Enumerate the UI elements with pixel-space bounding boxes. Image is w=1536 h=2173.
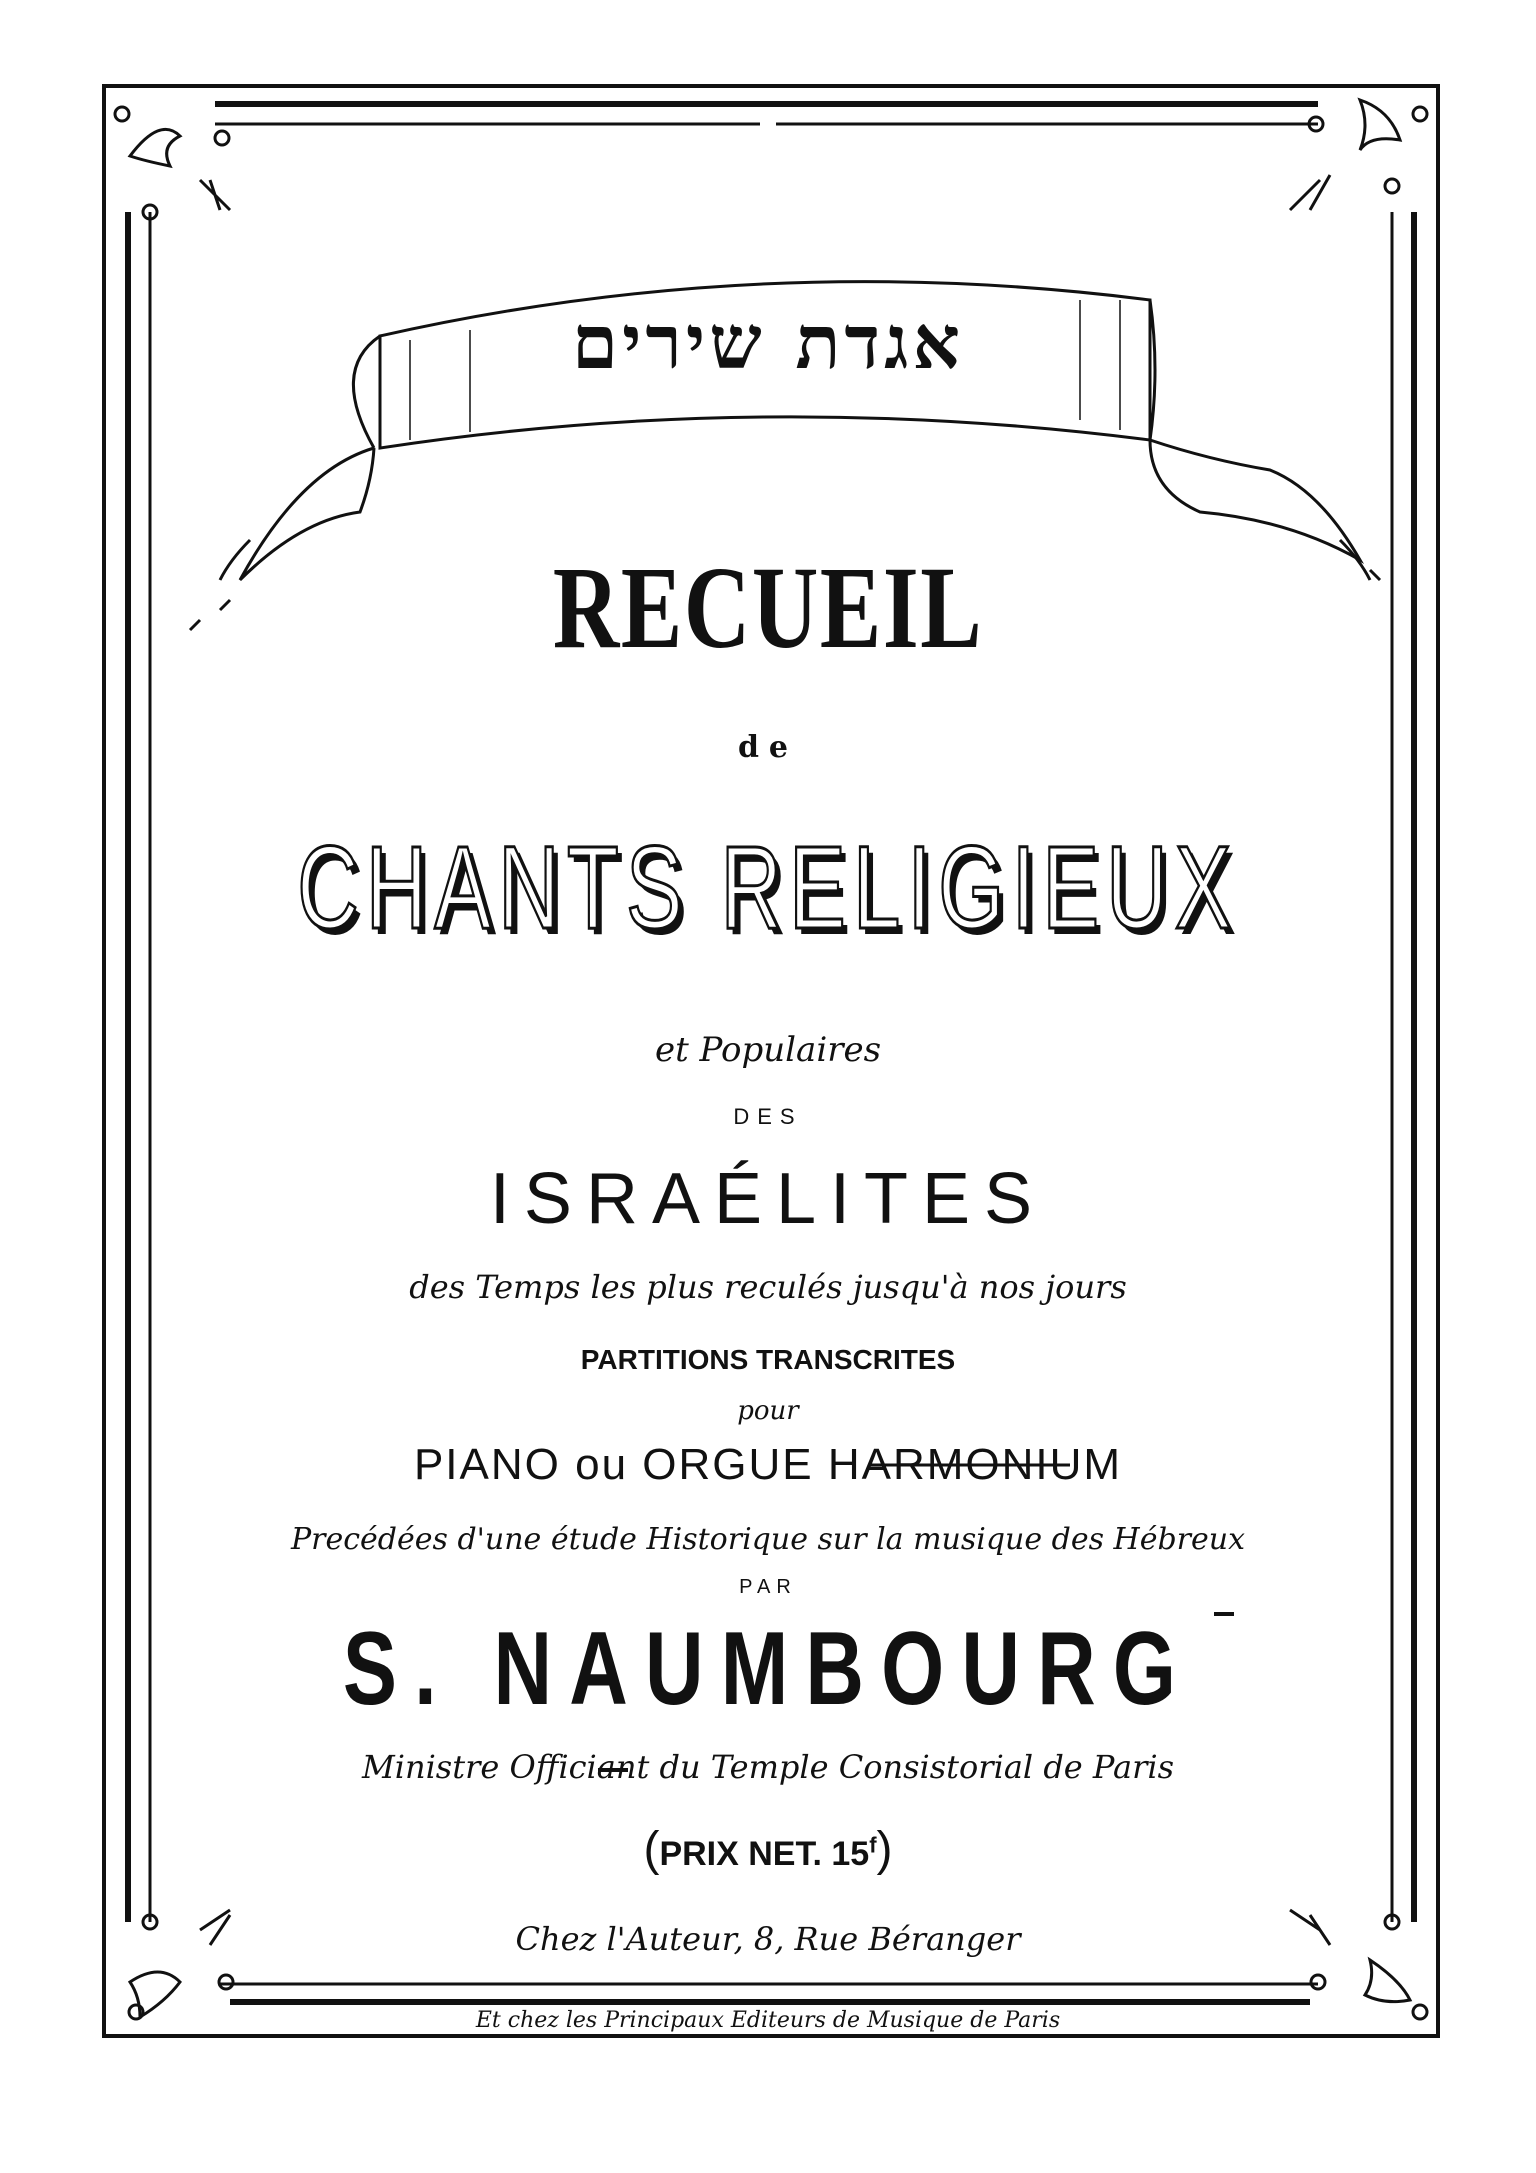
- subtitle-israelites: ISRAÉLITES: [489, 1159, 1047, 1239]
- title-chants-religieux: CHANTS RELIGIEUX: [297, 822, 1239, 954]
- price-close-paren: ): [876, 1823, 893, 1876]
- par-text: PAR: [739, 1576, 797, 1598]
- pour-text: pour: [737, 1396, 799, 1426]
- precedees-text: Precédées d'une étude Historique sur la musique des Hébreux: [290, 1522, 1246, 1557]
- price-open-paren: (: [643, 1823, 660, 1876]
- imprint-publishers: Et chez les Principaux Editeurs de Musique de Paris: [475, 2008, 1061, 2033]
- author-name: S. NAUMBOURG: [342, 1611, 1194, 1727]
- price-label: [0, 1822, 1536, 1877]
- price-text: PRIX NET. 15: [659, 1835, 870, 1873]
- imprint-address: Chez l'Auteur, 8, Rue Béranger: [515, 1920, 1021, 1958]
- partitions-transcrites: PARTITIONS TRANSCRITES: [580, 1344, 956, 1375]
- title-de: de: [737, 730, 799, 765]
- title-recueil: RECUEIL: [552, 542, 984, 673]
- subtitle-temps: des Temps les plus reculés jusqu'à nos jours: [409, 1268, 1127, 1306]
- subtitle-des: DES: [733, 1104, 803, 1129]
- author-role: Ministre Officiant du Temple Consistorial de Paris: [361, 1748, 1175, 1786]
- banner-title: אגדת שירים: [571, 300, 965, 386]
- price-unit: f: [869, 1832, 877, 1858]
- instrument-text: PIANO ou ORGUE HARMONIUM: [413, 1440, 1123, 1489]
- subtitle-populaires: et Populaires: [654, 1030, 882, 1070]
